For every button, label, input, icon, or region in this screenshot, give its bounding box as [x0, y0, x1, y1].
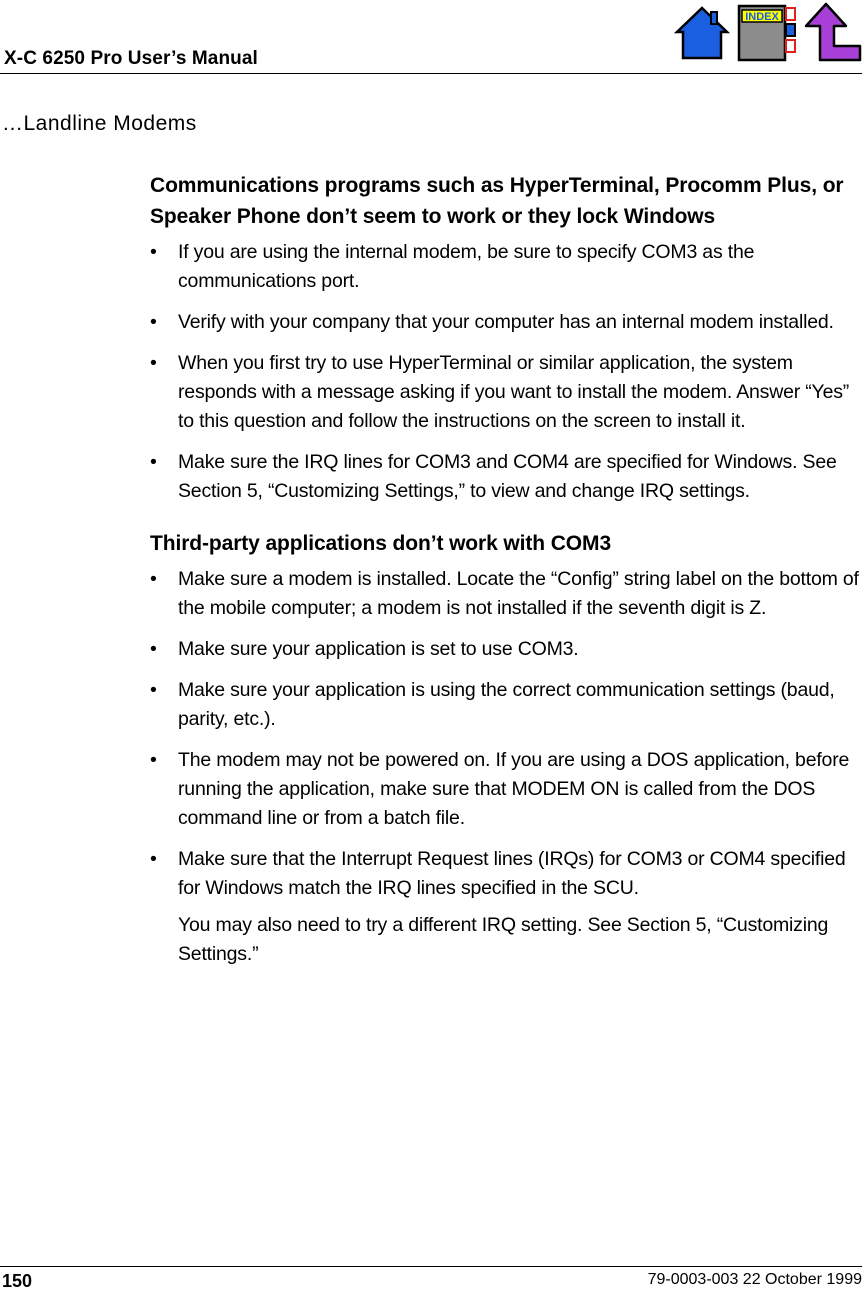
list-item: • Make sure that the Interrupt Request lines (IRQs) for COM3 or COM4 specified for Windows match the IRQ lines specified in the SCU. — [150, 845, 862, 903]
index-icon[interactable] — [737, 2, 799, 62]
bullet-icon: • — [150, 311, 157, 333]
list-item: • Make sure your application is set to use COM3. — [150, 635, 862, 664]
bullet-icon: • — [150, 241, 157, 263]
bullet-icon: • — [150, 749, 157, 771]
list-item: • Make sure a modem is installed. Locate the “Config” string label on the bottom of the mobile computer; a modem is not installed if the seventh digit is Z. — [150, 565, 862, 623]
bullet-list-communications — [150, 238, 862, 506]
irq-note: You may also need to try a different IRQ setting. See Section 5, “Customizing Settings.” — [178, 914, 829, 965]
bullet-icon: • — [150, 568, 157, 590]
bullet-icon: • — [150, 848, 157, 870]
list-item: • Verify with your company that your computer has an internal modem installed. — [150, 308, 862, 337]
main-content — [150, 170, 862, 969]
heading-third-party-applications: Third-party applications don’t work with COM3 — [150, 532, 612, 555]
document-info: 79-0003-003 22 October 1999 — [647, 1271, 862, 1288]
bullet-icon: • — [150, 679, 157, 701]
header-divider — [0, 73, 862, 74]
home-icon[interactable] — [674, 2, 730, 62]
list-item: • Make sure your application is using the correct communication settings (baud, parity, etc.). — [150, 676, 862, 734]
bullet-icon: • — [150, 638, 157, 660]
bullet-icon: • — [150, 352, 157, 374]
up-arrow-icon[interactable] — [802, 2, 862, 62]
manual-title: X-C 6250 Pro User’s Manual — [4, 48, 258, 69]
list-item: • Make sure the IRQ lines for COM3 and COM4 are specified for Windows. See Section 5, “Customizing Settings,” to view and change IRQ settings. — [150, 448, 862, 506]
index-icon-label: INDEX — [745, 11, 779, 23]
list-item: • When you first try to use HyperTerminal or similar application, the system responds with a message asking if you want to install the modem. Answer “Yes” to this question and follow the instructions on the screen to install it. — [150, 349, 862, 436]
heading-communications-programs: Communications programs such as HyperTerminal, Procomm Plus, or Speaker Phone don’t seem to work or they lock Windows — [150, 174, 844, 228]
bullet-icon: • — [150, 451, 157, 473]
page-number: 150 — [2, 1271, 33, 1291]
footer-divider — [0, 1266, 862, 1267]
section-title: …Landline Modems — [2, 112, 197, 135]
bullet-list-third-party — [150, 565, 862, 903]
list-item: • If you are using the internal modem, be sure to specify COM3 as the communications port. — [150, 238, 862, 296]
list-item: • The modem may not be powered on. If you are using a DOS application, before running the application, make sure that MODEM ON is called from the DOS command line or from a batch file. — [150, 746, 862, 833]
